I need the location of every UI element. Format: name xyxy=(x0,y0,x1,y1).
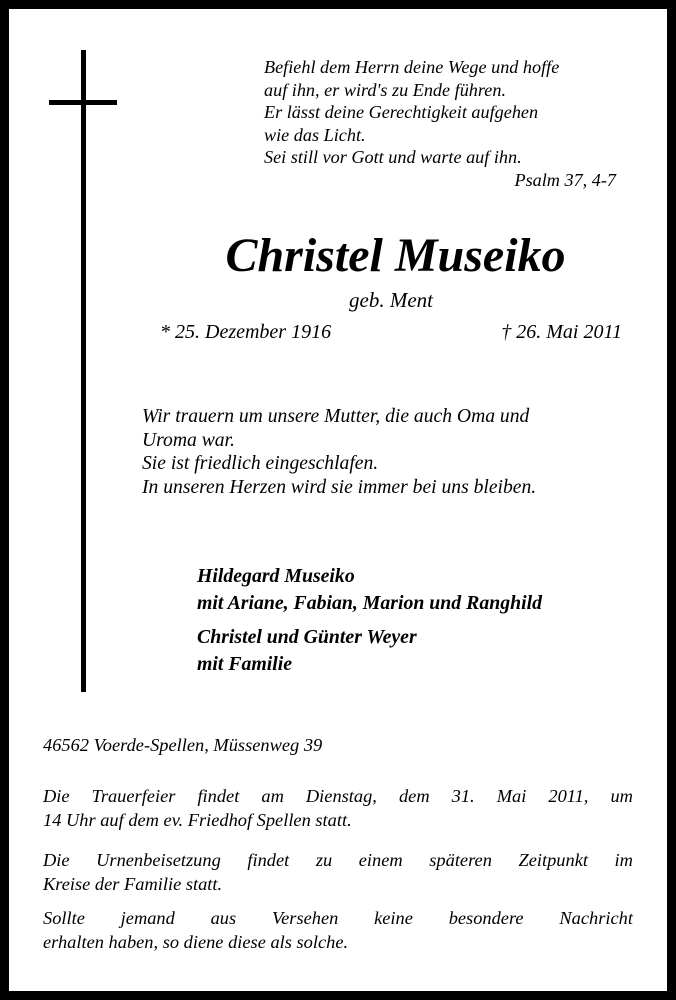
cross-icon xyxy=(81,50,86,692)
family-group xyxy=(197,563,542,617)
note-line1 xyxy=(43,906,633,930)
word: 2011, xyxy=(548,786,589,806)
note-line2: erhalten haben, so diene diese als solche. xyxy=(43,932,349,952)
word: Die xyxy=(43,850,70,870)
word: findet xyxy=(197,786,240,806)
word: um xyxy=(610,786,633,806)
word: Trauerfeier xyxy=(91,786,176,806)
funeral-info-line2: 14 Uhr auf dem ev. Friedhof Spellen statt. xyxy=(43,810,352,830)
word: Die xyxy=(43,786,70,806)
word: Versehen xyxy=(271,908,339,928)
family-line: Hildegard Museiko xyxy=(197,565,355,587)
word: aus xyxy=(210,908,237,928)
bible-verse xyxy=(264,56,616,192)
word: findet xyxy=(247,850,290,870)
family-line: mit Familie xyxy=(197,653,293,675)
mourning-line: Wir trauern um unsere Mutter, die auch Oma und xyxy=(142,406,530,427)
word: besondere xyxy=(448,908,524,928)
mourning-text xyxy=(142,405,632,499)
funeral-info xyxy=(43,784,633,832)
maiden-name: geb. Ment xyxy=(349,288,433,312)
verse-line: wie das Licht. xyxy=(264,124,366,145)
word: jemand xyxy=(120,908,175,928)
birth-date: * 25. Dezember 1916 xyxy=(160,321,332,343)
family-line: mit Ariane, Fabian, Marion und Ranghild xyxy=(197,592,543,614)
mourning-line: Sie ist friedlich eingeschlafen. xyxy=(142,453,379,474)
urn-info-line2: Kreise der Familie statt. xyxy=(43,874,223,894)
word: dem xyxy=(398,786,430,806)
word: Nachricht xyxy=(559,908,633,928)
urn-info-line1 xyxy=(43,848,633,872)
family-group xyxy=(197,624,542,678)
verse-reference: Psalm 37, 4-7 xyxy=(514,169,616,190)
address: 46562 Voerde-Spellen, Müssenweg 39 xyxy=(43,735,323,755)
word: Mai xyxy=(496,786,527,806)
word: keine xyxy=(374,908,413,928)
family-line: Christel und Günter Weyer xyxy=(197,626,417,648)
verse-line: Befiehl dem Herrn deine Wege und hoffe xyxy=(264,57,560,77)
funeral-info-line1 xyxy=(43,784,633,808)
word: späteren xyxy=(429,850,492,870)
verse-line: Er lässt deine Gerechtigkeit aufgehen xyxy=(264,102,539,123)
word: Sollte xyxy=(43,908,85,928)
family-signatures xyxy=(197,563,542,678)
word: einem xyxy=(358,850,403,870)
word: am xyxy=(261,786,284,806)
mourning-line: In unseren Herzen wird sie immer bei uns bleiben. xyxy=(142,476,537,498)
death-date: † 26. Mai 2011 xyxy=(501,321,622,343)
verse-line: Sei still vor Gott und warte auf ihn. xyxy=(264,147,522,168)
mourning-line: Uroma war. xyxy=(142,429,235,451)
verse-line: auf ihn, er wird's zu Ende führen. xyxy=(264,79,507,100)
notification-note xyxy=(43,906,633,954)
word: im xyxy=(614,850,633,870)
word: 31. xyxy=(451,786,475,806)
cross-icon-crossbar xyxy=(49,100,117,105)
deceased-name: Christel Museiko xyxy=(225,229,566,282)
word: Dienstag, xyxy=(305,786,377,806)
word: zu xyxy=(315,850,333,870)
urn-burial-info xyxy=(43,848,633,896)
word: Urnenbeisetzung xyxy=(96,850,221,870)
word: Zeitpunkt xyxy=(518,850,588,870)
